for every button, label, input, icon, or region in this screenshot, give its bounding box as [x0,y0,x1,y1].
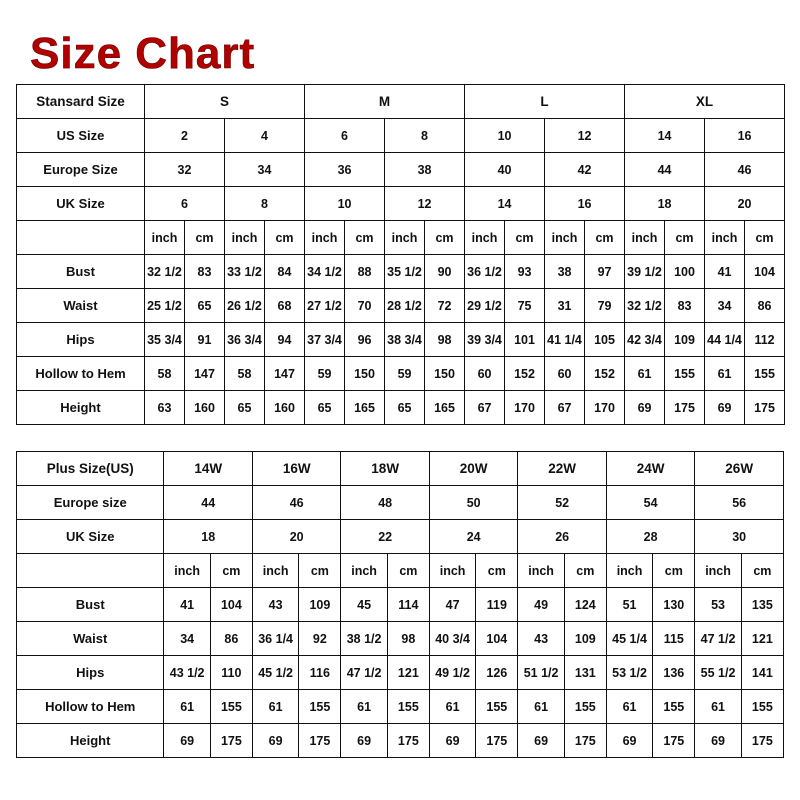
cell: 155 [741,690,783,724]
cell: 12 [385,187,465,221]
cell: 28 [606,520,694,554]
cell: 61 [625,357,665,391]
cell: 38 1/2 [341,622,387,656]
size-group-s: S [145,85,305,119]
cell: 14 [465,187,545,221]
cell: 59 [305,357,345,391]
cell: 65 [185,289,225,323]
unit-cell: cm [299,554,341,588]
unit-cell: cm [505,221,545,255]
cell: 170 [505,391,545,425]
cell: 61 [695,690,741,724]
cell: 14 [625,119,705,153]
cell: 32 1/2 [625,289,665,323]
unit-cell: inch [164,554,210,588]
standard-size-header: Stansard Size [17,85,145,119]
unit-cell: cm [387,554,429,588]
cell: 104 [476,622,518,656]
cell: 75 [505,289,545,323]
cell: 175 [665,391,705,425]
cell: 86 [210,622,252,656]
cell: 155 [210,690,252,724]
cell: 67 [465,391,505,425]
cell: 53 [695,588,741,622]
size-group-24w: 24W [606,452,694,486]
unit-cell: cm [653,554,695,588]
cell: 72 [425,289,465,323]
cell: 175 [210,724,252,758]
cell: 6 [305,119,385,153]
unit-cell: inch [341,554,387,588]
cell: 67 [545,391,585,425]
table-row [17,255,785,289]
cell: 69 [429,724,475,758]
empty-cell [17,221,145,255]
cell: 93 [505,255,545,289]
cell: 33 1/2 [225,255,265,289]
cell: 150 [345,357,385,391]
cell: 30 [695,520,784,554]
cell: 92 [299,622,341,656]
cell: 34 [164,622,210,656]
row-label-us-size: US Size [17,119,145,153]
cell: 36 [305,153,385,187]
cell: 65 [305,391,345,425]
row-label-bust: Bust [17,255,145,289]
cell: 41 [164,588,210,622]
unit-cell: inch [545,221,585,255]
cell: 49 [518,588,564,622]
size-group-m: M [305,85,465,119]
cell: 155 [387,690,429,724]
cell: 8 [385,119,465,153]
cell: 160 [265,391,305,425]
size-group-l: L [465,85,625,119]
table-row [17,520,784,554]
cell: 2 [145,119,225,153]
cell: 91 [185,323,225,357]
unit-cell: cm [741,554,783,588]
size-group-14w: 14W [164,452,252,486]
size-group-16w: 16W [252,452,340,486]
cell: 69 [252,724,298,758]
row-label-hips: Hips [17,656,164,690]
cell: 147 [185,357,225,391]
cell: 160 [185,391,225,425]
unit-cell: inch [518,554,564,588]
cell: 61 [252,690,298,724]
unit-row [17,554,784,588]
cell: 51 1/2 [518,656,564,690]
unit-cell: cm [745,221,785,255]
cell: 60 [465,357,505,391]
cell: 55 1/2 [695,656,741,690]
cell: 112 [745,323,785,357]
row-label-height: Height [17,724,164,758]
cell: 121 [387,656,429,690]
cell: 22 [341,520,429,554]
cell: 104 [745,255,785,289]
cell: 35 3/4 [145,323,185,357]
cell: 115 [653,622,695,656]
cell: 155 [564,690,606,724]
cell: 61 [429,690,475,724]
cell: 56 [695,486,784,520]
cell: 58 [145,357,185,391]
unit-cell: inch [305,221,345,255]
unit-row [17,221,785,255]
cell: 86 [745,289,785,323]
row-label-waist: Waist [17,289,145,323]
cell: 141 [741,656,783,690]
cell: 38 [385,153,465,187]
cell: 84 [265,255,305,289]
cell: 36 3/4 [225,323,265,357]
cell: 39 1/2 [625,255,665,289]
unit-cell: inch [225,221,265,255]
cell: 10 [305,187,385,221]
unit-cell: cm [425,221,465,255]
cell: 34 [225,153,305,187]
cell: 152 [585,357,625,391]
cell: 8 [225,187,305,221]
cell: 175 [653,724,695,758]
cell: 45 1/2 [252,656,298,690]
cell: 50 [429,486,517,520]
table-row [17,323,785,357]
cell: 114 [387,588,429,622]
table-row [17,622,784,656]
cell: 69 [518,724,564,758]
cell: 68 [265,289,305,323]
cell: 16 [545,187,625,221]
cell: 69 [705,391,745,425]
size-group-xl: XL [625,85,785,119]
cell: 170 [585,391,625,425]
cell: 70 [345,289,385,323]
cell: 152 [505,357,545,391]
row-label-hollow-to-hem: Hollow to Hem [17,690,164,724]
table-row [17,724,784,758]
cell: 53 1/2 [606,656,652,690]
cell: 44 1/4 [705,323,745,357]
cell: 150 [425,357,465,391]
row-label-uk-size: UK Size [17,520,164,554]
cell: 97 [585,255,625,289]
unit-cell: inch [465,221,505,255]
cell: 155 [299,690,341,724]
cell: 43 1/2 [164,656,210,690]
cell: 46 [252,486,340,520]
cell: 54 [606,486,694,520]
cell: 110 [210,656,252,690]
cell: 131 [564,656,606,690]
cell: 104 [210,588,252,622]
cell: 175 [299,724,341,758]
cell: 61 [705,357,745,391]
cell: 88 [345,255,385,289]
unit-cell: cm [476,554,518,588]
cell: 51 [606,588,652,622]
cell: 155 [745,357,785,391]
cell: 47 1/2 [695,622,741,656]
cell: 25 1/2 [145,289,185,323]
cell: 61 [341,690,387,724]
cell: 65 [225,391,265,425]
size-group-26w: 26W [695,452,784,486]
cell: 83 [665,289,705,323]
cell: 61 [518,690,564,724]
cell: 165 [425,391,465,425]
cell: 65 [385,391,425,425]
cell: 58 [225,357,265,391]
cell: 116 [299,656,341,690]
row-label-hollow-to-hem: Hollow to Hem [17,357,145,391]
unit-cell: cm [564,554,606,588]
cell: 105 [585,323,625,357]
table-row [17,187,785,221]
cell: 175 [741,724,783,758]
cell: 79 [585,289,625,323]
cell: 12 [545,119,625,153]
cell: 20 [705,187,785,221]
cell: 61 [606,690,652,724]
cell: 69 [625,391,665,425]
cell: 31 [545,289,585,323]
cell: 136 [653,656,695,690]
cell: 44 [625,153,705,187]
table-divider [16,425,784,451]
table-row [17,588,784,622]
cell: 40 [465,153,545,187]
cell: 63 [145,391,185,425]
cell: 28 1/2 [385,289,425,323]
cell: 69 [606,724,652,758]
unit-cell: cm [585,221,625,255]
cell: 26 [518,520,606,554]
unit-cell: inch [252,554,298,588]
cell: 4 [225,119,305,153]
cell: 41 [705,255,745,289]
unit-cell: cm [265,221,305,255]
cell: 36 1/4 [252,622,298,656]
table-row [17,656,784,690]
unit-cell: inch [705,221,745,255]
standard-size-table [16,84,785,425]
cell: 90 [425,255,465,289]
plus-size-header: Plus Size(US) [17,452,164,486]
table-row [17,391,785,425]
page-title: Size Chart [30,29,256,78]
cell: 45 [341,588,387,622]
cell: 24 [429,520,517,554]
cell: 36 1/2 [465,255,505,289]
cell: 100 [665,255,705,289]
cell: 34 [705,289,745,323]
plus-size-table [16,451,784,758]
cell: 10 [465,119,545,153]
table-row [17,153,785,187]
unit-cell: cm [345,221,385,255]
cell: 47 [429,588,475,622]
cell: 43 [518,622,564,656]
cell: 47 1/2 [341,656,387,690]
cell: 147 [265,357,305,391]
cell: 130 [653,588,695,622]
cell: 101 [505,323,545,357]
unit-cell: inch [385,221,425,255]
cell: 45 1/4 [606,622,652,656]
row-label-europe-size: Europe size [17,486,164,520]
cell: 124 [564,588,606,622]
unit-cell: inch [429,554,475,588]
cell: 119 [476,588,518,622]
cell: 61 [164,690,210,724]
size-group-18w: 18W [341,452,429,486]
table-row [17,452,784,486]
cell: 175 [476,724,518,758]
empty-cell [17,554,164,588]
cell: 155 [653,690,695,724]
table-row [17,357,785,391]
cell: 16 [705,119,785,153]
cell: 38 3/4 [385,323,425,357]
cell: 52 [518,486,606,520]
cell: 60 [545,357,585,391]
cell: 155 [476,690,518,724]
cell: 46 [705,153,785,187]
unit-cell: inch [625,221,665,255]
unit-cell: inch [606,554,652,588]
cell: 175 [387,724,429,758]
cell: 69 [164,724,210,758]
row-label-height: Height [17,391,145,425]
cell: 109 [665,323,705,357]
cell: 27 1/2 [305,289,345,323]
cell: 69 [341,724,387,758]
cell: 18 [625,187,705,221]
cell: 109 [564,622,606,656]
cell: 96 [345,323,385,357]
cell: 165 [345,391,385,425]
row-label-uk-size: UK Size [17,187,145,221]
cell: 41 1/4 [545,323,585,357]
unit-cell: cm [185,221,225,255]
row-label-europe-size: Europe Size [17,153,145,187]
cell: 42 [545,153,625,187]
cell: 69 [695,724,741,758]
size-group-22w: 22W [518,452,606,486]
unit-cell: inch [145,221,185,255]
row-label-bust: Bust [17,588,164,622]
cell: 34 1/2 [305,255,345,289]
cell: 98 [425,323,465,357]
cell: 83 [185,255,225,289]
row-label-waist: Waist [17,622,164,656]
cell: 40 3/4 [429,622,475,656]
cell: 126 [476,656,518,690]
cell: 59 [385,357,425,391]
cell: 29 1/2 [465,289,505,323]
table-row [17,289,785,323]
cell: 135 [741,588,783,622]
table-row [17,690,784,724]
cell: 32 1/2 [145,255,185,289]
cell: 155 [665,357,705,391]
cell: 121 [741,622,783,656]
size-group-20w: 20W [429,452,517,486]
cell: 35 1/2 [385,255,425,289]
cell: 48 [341,486,429,520]
cell: 38 [545,255,585,289]
cell: 109 [299,588,341,622]
table-row [17,486,784,520]
cell: 42 3/4 [625,323,665,357]
cell: 98 [387,622,429,656]
table-row [17,119,785,153]
cell: 94 [265,323,305,357]
table-row [17,85,785,119]
unit-cell: cm [210,554,252,588]
cell: 6 [145,187,225,221]
cell: 26 1/2 [225,289,265,323]
cell: 175 [564,724,606,758]
cell: 44 [164,486,252,520]
cell: 175 [745,391,785,425]
cell: 20 [252,520,340,554]
row-label-hips: Hips [17,323,145,357]
unit-cell: cm [665,221,705,255]
cell: 49 1/2 [429,656,475,690]
cell: 37 3/4 [305,323,345,357]
cell: 32 [145,153,225,187]
cell: 43 [252,588,298,622]
cell: 39 3/4 [465,323,505,357]
unit-cell: inch [695,554,741,588]
cell: 18 [164,520,252,554]
